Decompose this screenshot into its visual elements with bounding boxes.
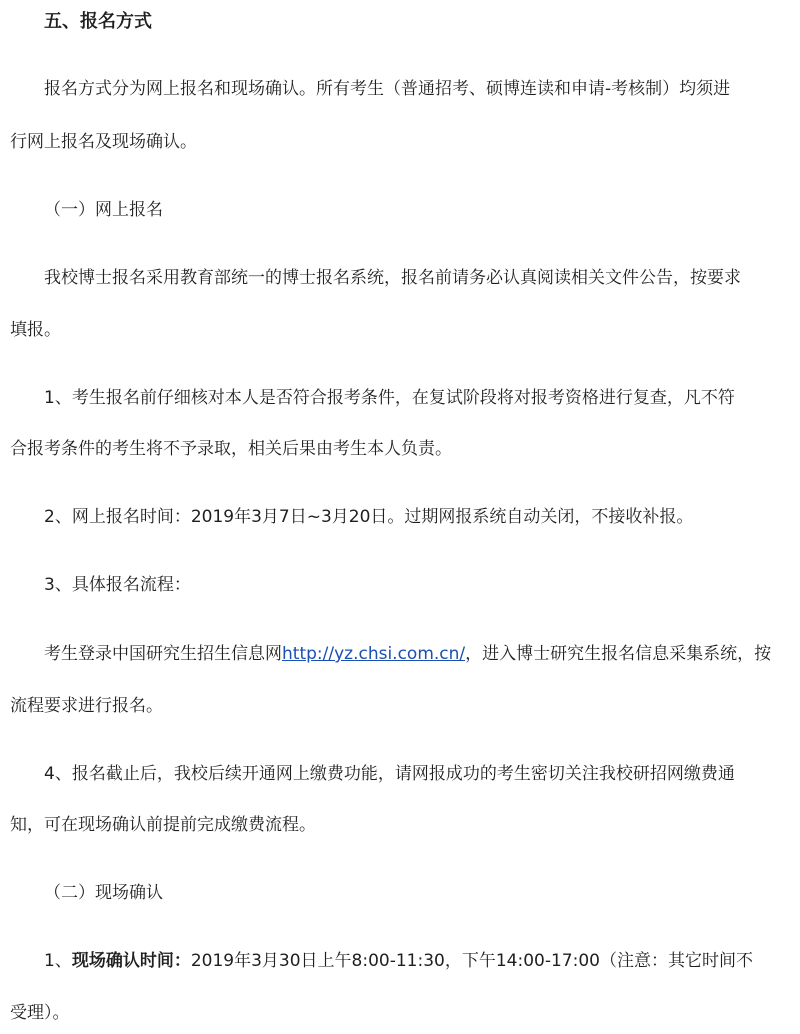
online-paragraph-line-2: 填报。 (10, 320, 61, 340)
flow-suffix: ，进入博士研究生报名信息采集系统，按 (465, 644, 772, 664)
flow-line-1 (44, 642, 771, 666)
online-item-2: 2、网上报名时间：2019年3月7日~3月20日。过期网报系统自动关闭，不接收补报。 (44, 507, 694, 527)
online-item-4-line-2: 知，可在现场确认前提前完成缴费流程。 (10, 815, 316, 835)
onsite-time-label: 现场确认时间： (71, 951, 191, 971)
online-item-4-line-1: 4、报名截止后，我校后续开通网上缴费功能，请网报成功的考生密切关注我校研招网缴费通 (44, 764, 735, 784)
chsi-link[interactable]: http://yz.chsi.com.cn/ (282, 644, 466, 664)
onsite-item-1-line-1 (44, 949, 753, 973)
flow-prefix: 考生登录中国研究生招生信息网 (44, 644, 282, 664)
onsite-confirmation-heading: （二）现场确认 (44, 883, 163, 903)
onsite-time-value: 2019年3月30日上午8:00-11:30，下午14:00-17:00（注意：其它时间不 (190, 951, 753, 971)
online-item-1-line-2: 合报考条件的考生将不予录取，相关后果由考生本人负责。 (10, 439, 452, 459)
online-registration-heading: （一）网上报名 (44, 200, 163, 220)
intro-line-1: 报名方式分为网上报名和现场确认。所有考生（普通招考、硕博连读和申请-考核制）均须进 (44, 79, 731, 99)
online-item-1-line-1: 1、考生报名前仔细核对本人是否符合报考条件，在复试阶段将对报考资格进行复查，凡不符 (44, 388, 735, 408)
online-paragraph-line-1: 我校博士报名采用教育部统一的博士报名系统，报名前请务必认真阅读相关文件公告，按要求 (44, 268, 741, 288)
onsite-item-1-line-2: 受理）。 (10, 1003, 70, 1023)
flow-line-2: 流程要求进行报名。 (10, 696, 163, 716)
section-title: 五、报名方式 (44, 11, 152, 32)
online-item-3: 3、具体报名流程： (44, 575, 191, 595)
onsite-item-1-number: 1、 (44, 951, 72, 971)
intro-line-2: 行网上报名及现场确认。 (10, 132, 197, 152)
